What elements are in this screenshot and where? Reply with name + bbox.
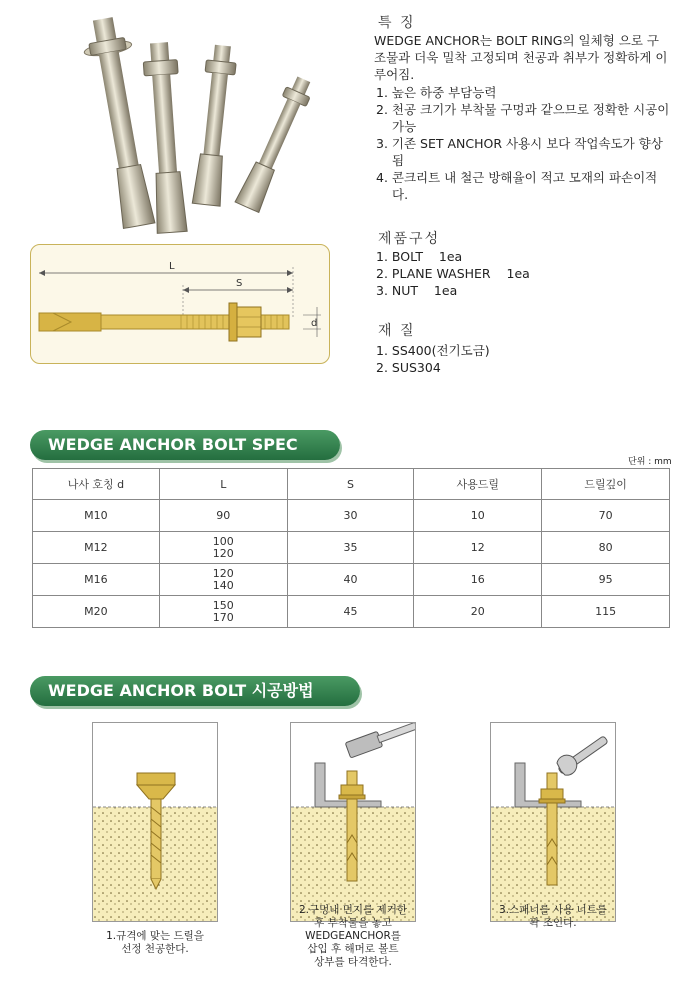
table-cell: 70 [542,500,670,532]
label-d: d [311,318,318,329]
table-row [33,532,670,564]
table-cell: M10 [33,500,160,532]
method-banner: WEDGE ANCHOR BOLT 시공방법 [30,676,360,706]
composition-item: 3. NUT 1ea [376,283,458,298]
table-cell: 45 [287,596,414,628]
unit-label: 단위 : mm [628,457,672,467]
header-cell: 나사 호칭 d [33,469,160,500]
features-intro: WEDGE ANCHOR는 BOLT RING의 일체형 으로 구조물과 더욱 밀착 고정되며 천공과 취부가 정확하게 이루어짐. [374,33,668,82]
table-cell: 80 [542,532,670,564]
step-2-illustration [290,722,416,922]
table-cell: 90 [159,500,287,532]
step-3-caption: 3.스패너를 사용 너트를 꽉 조인다. [499,904,607,929]
table-cell: M16 [33,564,160,596]
material-item: 2. SUS304 [376,360,441,375]
features-list [376,84,670,203]
features-item: 1. 높은 하중 부담능력 [376,85,497,100]
table-cell: M12 [33,532,160,564]
table-row [33,596,670,628]
table-row [33,500,670,532]
spec-banner: WEDGE ANCHOR BOLT SPEC [30,430,340,460]
features-item: 4. 콘크리트 내 철근 방해율이 적고 모재의 파손이적다. [376,170,658,202]
table-cell: 30 [287,500,414,532]
material-title: 재 질 [378,323,416,339]
composition-item: 2. PLANE WASHER 1ea [376,266,530,281]
table-cell: 40 [287,564,414,596]
material-list [376,342,490,376]
table-cell: 115 [542,596,670,628]
features-item: 3. 기존 SET ANCHOR 사용시 보다 작업속도가 향상됨 [376,136,663,168]
table-cell: 12 [414,532,542,564]
product-photo [30,12,340,240]
table-cell: 100 120 [159,532,287,564]
dimension-diagram [30,244,330,364]
label-s: S [236,278,243,289]
header-cell: L [159,469,287,500]
spec-table [32,468,670,628]
hammer-icon [345,723,416,758]
wrench-icon [557,736,608,775]
table-cell: 120 140 [159,564,287,596]
step-2-caption: 2.구멍내 먼지를 제거한 후 부착물을 놓고 WEDGEANCHOR를 삽입 후 해머로 볼트 상부를 타격한다. [299,904,407,968]
table-header-row [33,469,670,500]
table-cell: 20 [414,596,542,628]
features-title: 특 징 [378,15,416,31]
features-item: 2. 천공 크기가 부착물 구멍과 같으므로 정확한 시공이 가능 [376,102,670,134]
step-3-illustration [490,722,616,922]
composition-list [376,248,530,299]
material-item: 1. SS400(전기도금) [376,343,490,358]
composition-title: 제품구성 [378,231,441,247]
table-cell: 10 [414,500,542,532]
table-cell: 35 [287,532,414,564]
table-cell: M20 [33,596,160,628]
table-row [33,564,670,596]
composition-item: 1. BOLT 1ea [376,249,463,264]
table-cell: 16 [414,564,542,596]
table-cell: 150 170 [159,596,287,628]
step-1-caption: 1.규격에 맞는 드릴을 선정 천공한다. [106,930,204,955]
header-cell: 드릴깊이 [542,469,670,500]
label-l: L [169,261,175,272]
table-cell: 95 [542,564,670,596]
header-cell: 사용드릴 [414,469,542,500]
header-cell: S [287,469,414,500]
step-1-illustration [92,722,218,922]
